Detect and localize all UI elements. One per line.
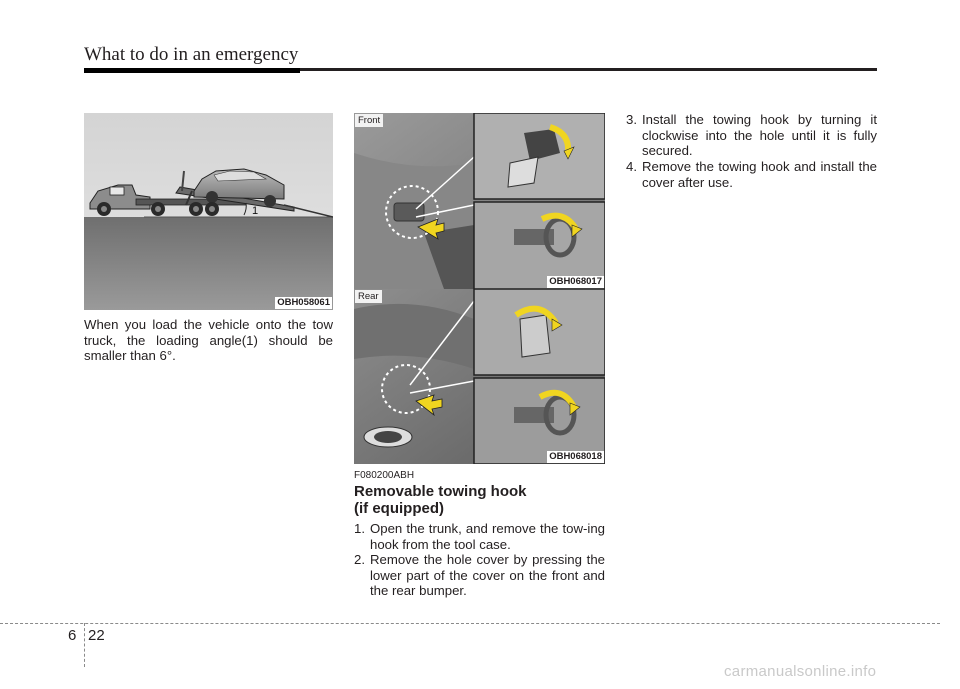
step-2	[354, 552, 605, 599]
figure-code-left: OBH058061	[277, 297, 330, 308]
step-text: Install the towing hook by turning it clockwise into the hole until it is fully secured.	[642, 112, 877, 158]
step-number: 3.	[626, 112, 637, 127]
footer-divider	[84, 623, 85, 667]
step-number: 2.	[354, 552, 365, 567]
figure-code-rear: OBH068018	[549, 451, 602, 462]
section-code: F080200ABH	[354, 470, 415, 481]
step-3	[626, 112, 877, 159]
figure-code-front: OBH068017	[549, 276, 602, 287]
step-text: Open the trunk, and remove the tow-ing hook from the tool case.	[370, 521, 605, 552]
front-hook-figure	[354, 113, 605, 289]
watermark: carmanualsonline.info	[724, 663, 877, 680]
section-title-line1: Removable towing hook	[354, 483, 527, 500]
step-4	[626, 159, 877, 190]
step-text: Remove the towing hook and install the cover after use.	[642, 159, 877, 190]
footer-rule	[0, 623, 940, 624]
step-number: 4.	[626, 159, 637, 174]
angle-callout: 1	[252, 205, 259, 217]
loading-angle-paragraph: When you load the vehicle onto the tow truck, the loading angle(1) should be smaller than 6°.	[84, 317, 333, 363]
chapter-number: 6	[68, 627, 77, 644]
front-tag: Front	[355, 114, 383, 127]
page-header-title: What to do in an emergency	[84, 44, 299, 65]
section-title-line2: (if equipped)	[354, 500, 444, 517]
step-1	[354, 521, 605, 552]
rear-tag: Rear	[355, 290, 382, 303]
rear-bumper-illustration	[354, 289, 605, 464]
step-number: 1.	[354, 521, 365, 536]
tow-truck-illustration	[84, 113, 333, 310]
tow-truck-figure	[84, 113, 333, 310]
front-bumper-illustration	[354, 113, 605, 289]
header-rule-accent	[84, 68, 300, 73]
page-number: 22	[88, 627, 105, 644]
rear-hook-figure	[354, 289, 605, 464]
step-text: Remove the hole cover by pressing the lower part of the cover on the front and the rear bumper.	[370, 552, 605, 598]
